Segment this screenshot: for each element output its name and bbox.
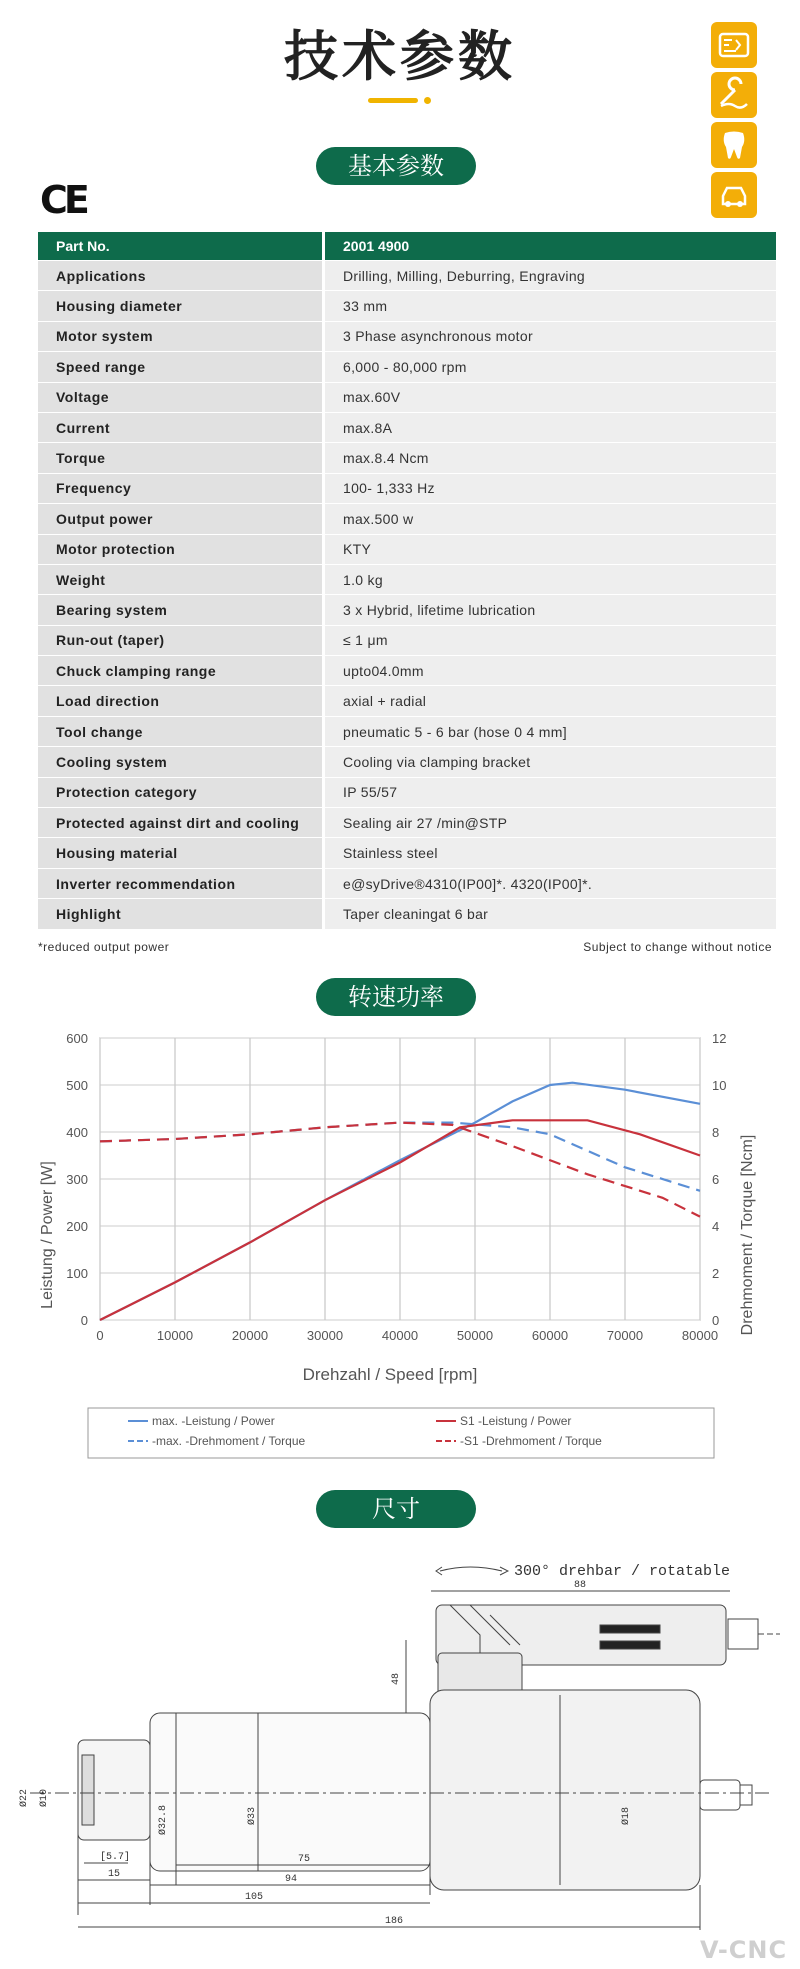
spec-table-header	[38, 232, 776, 261]
chart-y2-tick-label: 4	[712, 1219, 720, 1234]
table-row	[38, 747, 776, 777]
dim-75: 75	[298, 1854, 311, 1865]
spec-key: Applications	[38, 261, 324, 291]
spec-key: Frequency	[38, 473, 324, 503]
chart-y2-tick-label: 10	[712, 1078, 727, 1093]
spec-value: KTY	[324, 534, 777, 564]
note-reduced-power: *reduced output power	[38, 940, 170, 954]
spec-value: 3 Phase asynchronous motor	[324, 321, 777, 351]
ce-mark: CE	[40, 178, 86, 222]
chart-x-tick-label: 40000	[381, 1328, 419, 1343]
spec-value: max.60V	[324, 382, 777, 412]
table-row	[38, 808, 776, 838]
chart-y-tick-label: 100	[66, 1266, 88, 1281]
spec-key: Protected against dirt and cooling	[38, 808, 324, 838]
dim-94: 94	[285, 1874, 298, 1885]
dim-48: 48	[391, 1672, 402, 1685]
spec-value: max.8A	[324, 412, 777, 442]
title-underline	[368, 98, 418, 103]
spec-value: upto04.0mm	[324, 656, 777, 686]
table-row	[38, 686, 776, 716]
table-row	[38, 716, 776, 746]
chart-x-tick-label: 30000	[306, 1328, 344, 1343]
circuit-board-icon	[711, 22, 757, 68]
chart-y-tick-label: 400	[66, 1125, 88, 1140]
car-icon	[711, 172, 757, 218]
rotatable-label: 300° drehbar / rotatable	[514, 1563, 731, 1580]
chart-x-axis-label: Drehzahl / Speed [rpm]	[302, 1365, 478, 1384]
spec-value: max.500 w	[324, 504, 777, 534]
section-speed-power: 转速功率	[316, 978, 476, 1016]
spec-key: Load direction	[38, 686, 324, 716]
spec-value: ≤ 1 μm	[324, 625, 777, 655]
tooth-icon	[711, 122, 757, 168]
chart-x-tick-label: 50000	[456, 1328, 494, 1343]
table-row	[38, 899, 776, 929]
spec-key: Tool change	[38, 716, 324, 746]
chart-y2-axis-label: Drehmoment / Torque [Ncm]	[739, 1134, 756, 1336]
spec-value: Taper cleaningat 6 bar	[324, 899, 777, 929]
table-row	[38, 595, 776, 625]
hand-wrench-icon	[711, 72, 757, 118]
spec-key: Bearing system	[38, 595, 324, 625]
chart-y-tick-label: 500	[66, 1078, 88, 1093]
chart-legend-entry: -max. -Drehmoment / Torque	[152, 1434, 306, 1448]
spec-key: Housing material	[38, 838, 324, 868]
spec-value: pneumatic 5 - 6 bar (hose 0 4 mm]	[324, 716, 777, 746]
chart-y2-tick-label: 12	[712, 1031, 727, 1046]
chart-x-tick-label: 70000	[606, 1328, 644, 1343]
spec-value: Cooling via clamping bracket	[324, 747, 777, 777]
chart-legend-entry: max. -Leistung / Power	[152, 1414, 275, 1428]
dim-186: 186	[385, 1916, 404, 1927]
spec-key: Torque	[38, 443, 324, 473]
spec-key: Speed range	[38, 352, 324, 382]
dim-105: 105	[245, 1892, 264, 1903]
section-dimensions: 尺寸	[316, 1490, 476, 1528]
chart-y2-tick-label: 6	[712, 1172, 720, 1187]
dim-15: 15	[108, 1869, 121, 1880]
chart-legend	[88, 1408, 714, 1458]
spec-key: Inverter recommendation	[38, 868, 324, 898]
spec-value: 3 x Hybrid, lifetime lubrication	[324, 595, 777, 625]
note-subject-to-change: Subject to change without notice	[583, 940, 772, 954]
dim-d10: Ø10	[39, 1788, 50, 1807]
spec-key: Motor protection	[38, 534, 324, 564]
spec-key: Output power	[38, 504, 324, 534]
spec-value: 1.0 kg	[324, 564, 777, 594]
chart-grid	[100, 1038, 700, 1320]
chart-y-tick-label: 0	[80, 1313, 88, 1328]
dim-88: 88	[573, 1580, 587, 1591]
page-title: 技术参数	[284, 25, 516, 88]
chart-y2-tick-label: 8	[712, 1125, 720, 1140]
table-row	[38, 382, 776, 412]
spec-value: 100- 1,333 Hz	[324, 473, 777, 503]
table-row	[38, 868, 776, 898]
spec-key: Housing diameter	[38, 291, 324, 321]
spec-header-key: Part No.	[38, 232, 324, 261]
table-row	[38, 261, 776, 291]
table-row	[38, 291, 776, 321]
spec-key: Current	[38, 412, 324, 442]
spindle-body	[30, 1690, 770, 1890]
table-row	[38, 443, 776, 473]
spec-key: Motor system	[38, 321, 324, 351]
chart-x-tick-label: 80000	[681, 1328, 719, 1343]
dim-d18: Ø18	[621, 1806, 632, 1825]
spec-value: Drilling, Milling, Deburring, Engraving	[324, 261, 777, 291]
connector-head	[436, 1605, 780, 1699]
spec-header-value: 2001 4900	[324, 232, 777, 261]
chart-y2-tick-label: 0	[712, 1313, 720, 1328]
dim-d32-8: Ø32.8	[158, 1804, 169, 1835]
spec-key: Cooling system	[38, 747, 324, 777]
spec-value: Stainless steel	[324, 838, 777, 868]
table-row	[38, 625, 776, 655]
spec-key: Protection category	[38, 777, 324, 807]
section-basic-params: 基本参数	[316, 147, 476, 185]
dim-d22: Ø22	[19, 1788, 30, 1807]
chart-x-tick-label: 60000	[531, 1328, 569, 1343]
table-row	[38, 412, 776, 442]
brand-watermark: V-CNC	[700, 1936, 788, 1964]
table-row	[38, 777, 776, 807]
spec-value: IP 55/57	[324, 777, 777, 807]
dim-d33: Ø33	[247, 1806, 258, 1825]
chart-y-tick-label: 600	[66, 1031, 88, 1046]
table-row	[38, 321, 776, 351]
chart-y2-tick-label: 2	[712, 1266, 720, 1281]
spec-value: Sealing air 27 /min@STP	[324, 808, 777, 838]
spec-key: Chuck clamping range	[38, 656, 324, 686]
chart-y-tick-label: 300	[66, 1172, 88, 1187]
rotatable-arrow	[436, 1567, 508, 1575]
table-row	[38, 352, 776, 382]
chart-legend-entry: S1 -Leistung / Power	[460, 1414, 572, 1428]
table-row	[38, 473, 776, 503]
chart-x-tick-label: 0	[96, 1328, 104, 1343]
chart-x-tick-label: 10000	[156, 1328, 194, 1343]
table-row	[38, 564, 776, 594]
title-dot	[424, 97, 431, 104]
spec-value: 33 mm	[324, 291, 777, 321]
table-row	[38, 534, 776, 564]
spec-table	[38, 232, 776, 930]
chart-x-tick-label: 20000	[231, 1328, 269, 1343]
chart-legend-entry: -S1 -Drehmoment / Torque	[460, 1434, 602, 1448]
spec-key: Weight	[38, 564, 324, 594]
table-row	[38, 656, 776, 686]
spec-value: max.8.4 Ncm	[324, 443, 777, 473]
dim-5-7: [5.7]	[100, 1852, 131, 1863]
table-row	[38, 838, 776, 868]
spec-key: Voltage	[38, 382, 324, 412]
table-row	[38, 504, 776, 534]
spec-key: Run-out (taper)	[38, 625, 324, 655]
spec-value: axial + radial	[324, 686, 777, 716]
dimension-drawing	[0, 1535, 800, 1935]
spec-key: Highlight	[38, 899, 324, 929]
speed-power-chart	[0, 1020, 800, 1480]
chart-y-axis-label: Leistung / Power [W]	[39, 1161, 56, 1309]
spec-value: 6,000 - 80,000 rpm	[324, 352, 777, 382]
spec-value: e@syDrive®4310(IP00]*. 4320(IP00]*.	[324, 868, 777, 898]
chart-y-tick-label: 200	[66, 1219, 88, 1234]
